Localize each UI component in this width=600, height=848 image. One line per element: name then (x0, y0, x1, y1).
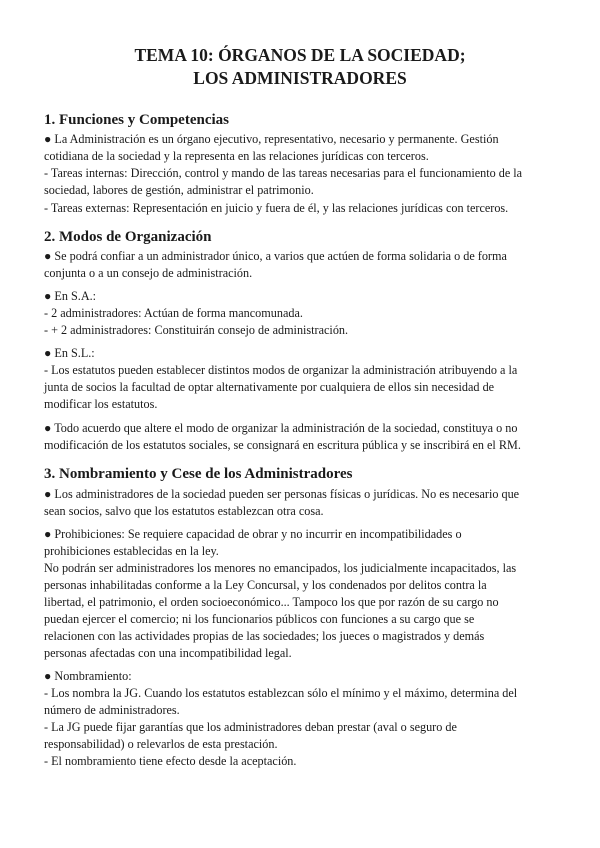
paragraph-line: - + 2 administradores: Constituirán consejo de administración. (44, 323, 349, 337)
paragraph-line: ● En S.A.: (44, 289, 97, 303)
section-2-heading: 2. Modos de Organización (44, 229, 212, 245)
paragraph-line: sean socios, salvo que los estatutos establezcan otra cosa. (44, 504, 324, 518)
paragraph-line: modificar los estatutos. (44, 397, 158, 411)
paragraph-line: cotidiana de la sociedad y la representa en las relaciones jurídicas con terceros. (44, 149, 429, 163)
paragraph-line: ● La Administración es un órgano ejecutivo, representativo, necesario y permanente. Gestión (44, 132, 499, 146)
paragraph-line: - La JG puede fijar garantías que los administradores deban prestar (aval o seguro de (44, 720, 457, 734)
paragraph-line: ● En S.L.: (44, 346, 95, 360)
paragraph-line: sociedad, labores de gestión, administrar el patrimonio. (44, 183, 314, 197)
document-title-line-1: TEMA 10: ÓRGANOS DE LA SOCIEDAD; (134, 45, 466, 65)
paragraph-line: - Tareas internas: Dirección, control y mando de las tareas necesarias para el funcionamiento de la (44, 166, 523, 180)
paragraph-line: responsabilidad) o relevarlos de esta prestación. (44, 737, 278, 751)
document-title-line-2: LOS ADMINISTRADORES (193, 68, 407, 88)
paragraph-line: relacionen con las actividades propias de las sociedades; los jueces o magistrados y demás (44, 629, 485, 643)
paragraph-line: modificación de los estatutos sociales, se consignará en escritura pública y se inscribirá en el RM. (44, 438, 521, 452)
paragraph-line: junta de socios la facultad de optar alternativamente por cualquiera de ellos sin necesidad de (44, 380, 495, 394)
paragraph-line: número de administradores. (44, 703, 180, 717)
paragraph-line: - 2 administradores: Actúan de forma mancomunada. (44, 306, 303, 320)
paragraph-line: ● Los administradores de la sociedad pueden ser personas físicas o jurídicas. No es necesario que (44, 487, 520, 501)
section-1-heading: 1. Funciones y Competencias (44, 112, 229, 128)
paragraph-line: ● Prohibiciones: Se requiere capacidad de obrar y no incurrir en incompatibilidades o (44, 527, 462, 541)
paragraph-line: ● Nombramiento: (44, 669, 132, 683)
section-3-heading: 3. Nombramiento y Cese de los Administradores (44, 466, 353, 482)
paragraph-line: prohibiciones establecidas en la ley. (44, 544, 219, 558)
paragraph-line: libertad, el patrimonio, el orden socioeconómico... Tampoco los que por razón de su cargo no (44, 595, 499, 609)
paragraph-line: - Los estatutos pueden establecer distintos modos de organizar la administración atribuyendo a la (44, 363, 518, 377)
paragraph-line: - El nombramiento tiene efecto desde la aceptación. (44, 754, 297, 768)
paragraph-line: puedan ejercer el comercio; ni los funcionarios públicos con funciones a su cargo que se (44, 612, 475, 626)
paragraph-line: No podrán ser administradores los menores no emancipados, los judicialmente incapacitados, las (44, 561, 517, 575)
paragraph-line: personas inhabilitadas conforme a la Ley Concursal, y los condenados por delitos contra la (44, 578, 487, 592)
paragraph-line: - Tareas externas: Representación en juicio y fuera de él, y las relaciones jurídicas con terceros. (44, 201, 509, 215)
paragraph-line: ● Todo acuerdo que altere el modo de organizar la administración de la sociedad, constituya o no (44, 421, 518, 435)
paragraph-line: ● Se podrá confiar a un administrador único, a varios que actúen de forma solidaria o de forma (44, 249, 507, 263)
paragraph-line: personas afectadas con una incompatibilidad legal. (44, 646, 292, 660)
paragraph-line: - Los nombra la JG. Cuando los estatutos establezcan sólo el mínimo y el máximo, determina del (44, 686, 518, 700)
paragraph-line: conjunta o a un consejo de administración. (44, 266, 253, 280)
